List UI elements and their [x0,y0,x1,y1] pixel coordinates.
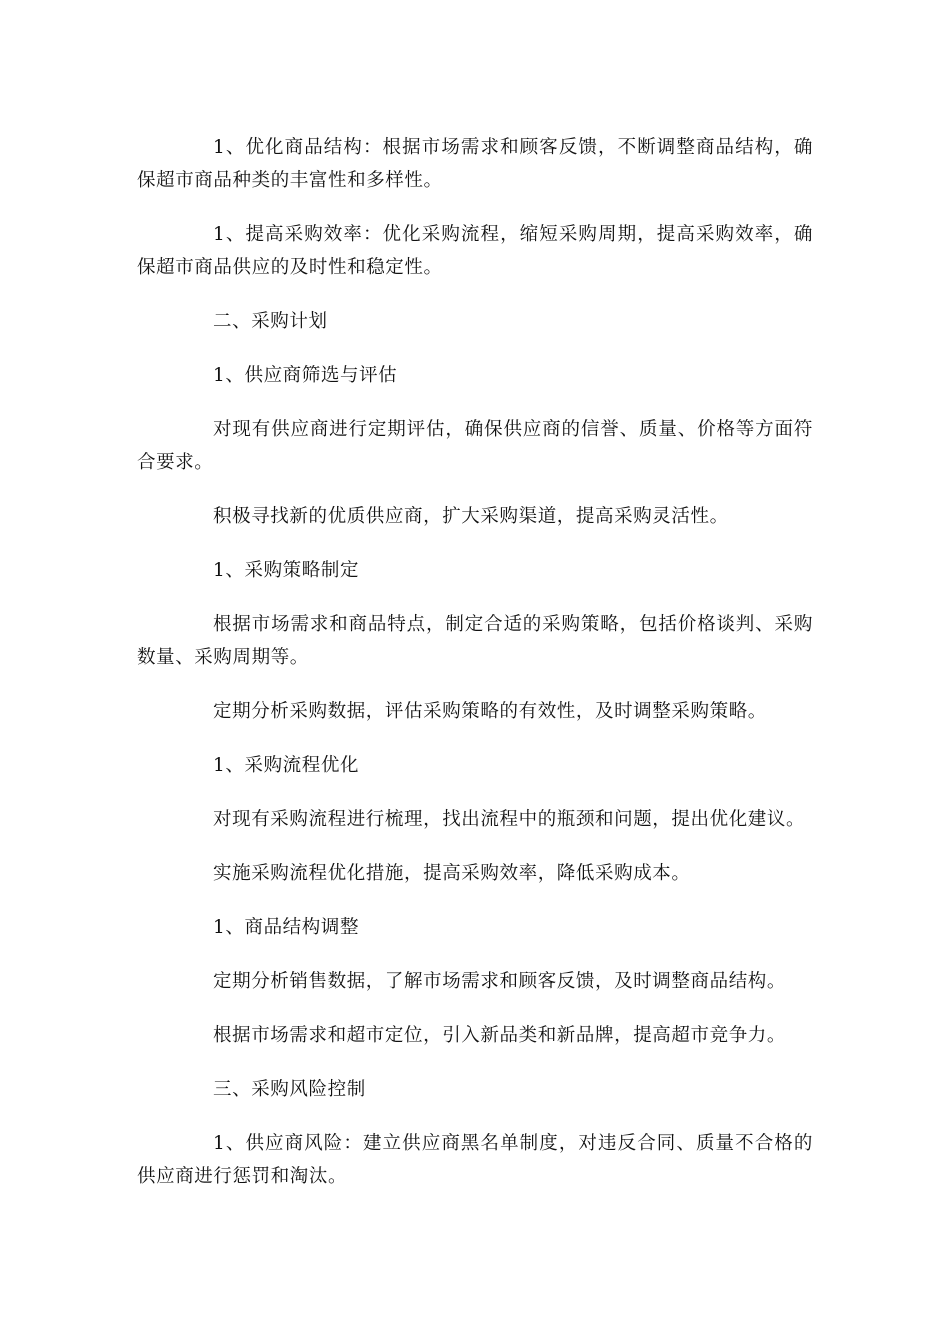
paragraph-supplier-evaluation: 对现有供应商进行定期评估，确保供应商的信誉、质量、价格等方面符合要求。 [137,419,813,473]
subheading-product-structure: 1、商品结构调整 [213,917,360,938]
paragraph-process-implement: 实施采购流程优化措施，提高采购效率，降低采购成本。 [213,863,691,884]
subheading-strategy: 1、采购策略制定 [213,560,360,581]
paragraph-process-review: 对现有采购流程进行梳理，找出流程中的瓶颈和问题，提出优化建议。 [213,809,806,830]
document-body [137,131,813,1214]
paragraph-new-categories: 根据市场需求和超市定位，引入新品类和新品牌，提高超市竞争力。 [213,1025,787,1046]
subheading-process-optimization: 1、采购流程优化 [213,755,360,776]
paragraph-improve-efficiency: 1、提高采购效率：优化采购流程，缩短采购周期，提高采购效率，确保超市商品供应的及时性和稳定性。 [137,224,813,278]
paragraph-optimize-structure: 1、优化商品结构：根据市场需求和顾客反馈，不断调整商品结构，确保超市商品种类的丰富性和多样性。 [137,137,813,191]
subheading-supplier-screening: 1、供应商筛选与评估 [213,365,398,386]
paragraph-sales-analysis: 定期分析销售数据，了解市场需求和顾客反馈，及时调整商品结构。 [213,971,787,992]
section-heading-risk-control: 三、采购风险控制 [213,1079,366,1100]
section-heading-purchase-plan: 二、采购计划 [213,311,328,332]
paragraph-new-suppliers: 积极寻找新的优质供应商，扩大采购渠道，提高采购灵活性。 [213,506,729,527]
paragraph-supplier-risk: 1、供应商风险：建立供应商黑名单制度，对违反合同、质量不合格的供应商进行惩罚和淘汰。 [137,1133,813,1187]
paragraph-strategy-formulation: 根据市场需求和商品特点，制定合适的采购策略，包括价格谈判、采购数量、采购周期等。 [137,614,813,668]
paragraph-strategy-review: 定期分析采购数据，评估采购策略的有效性，及时调整采购策略。 [213,701,767,722]
